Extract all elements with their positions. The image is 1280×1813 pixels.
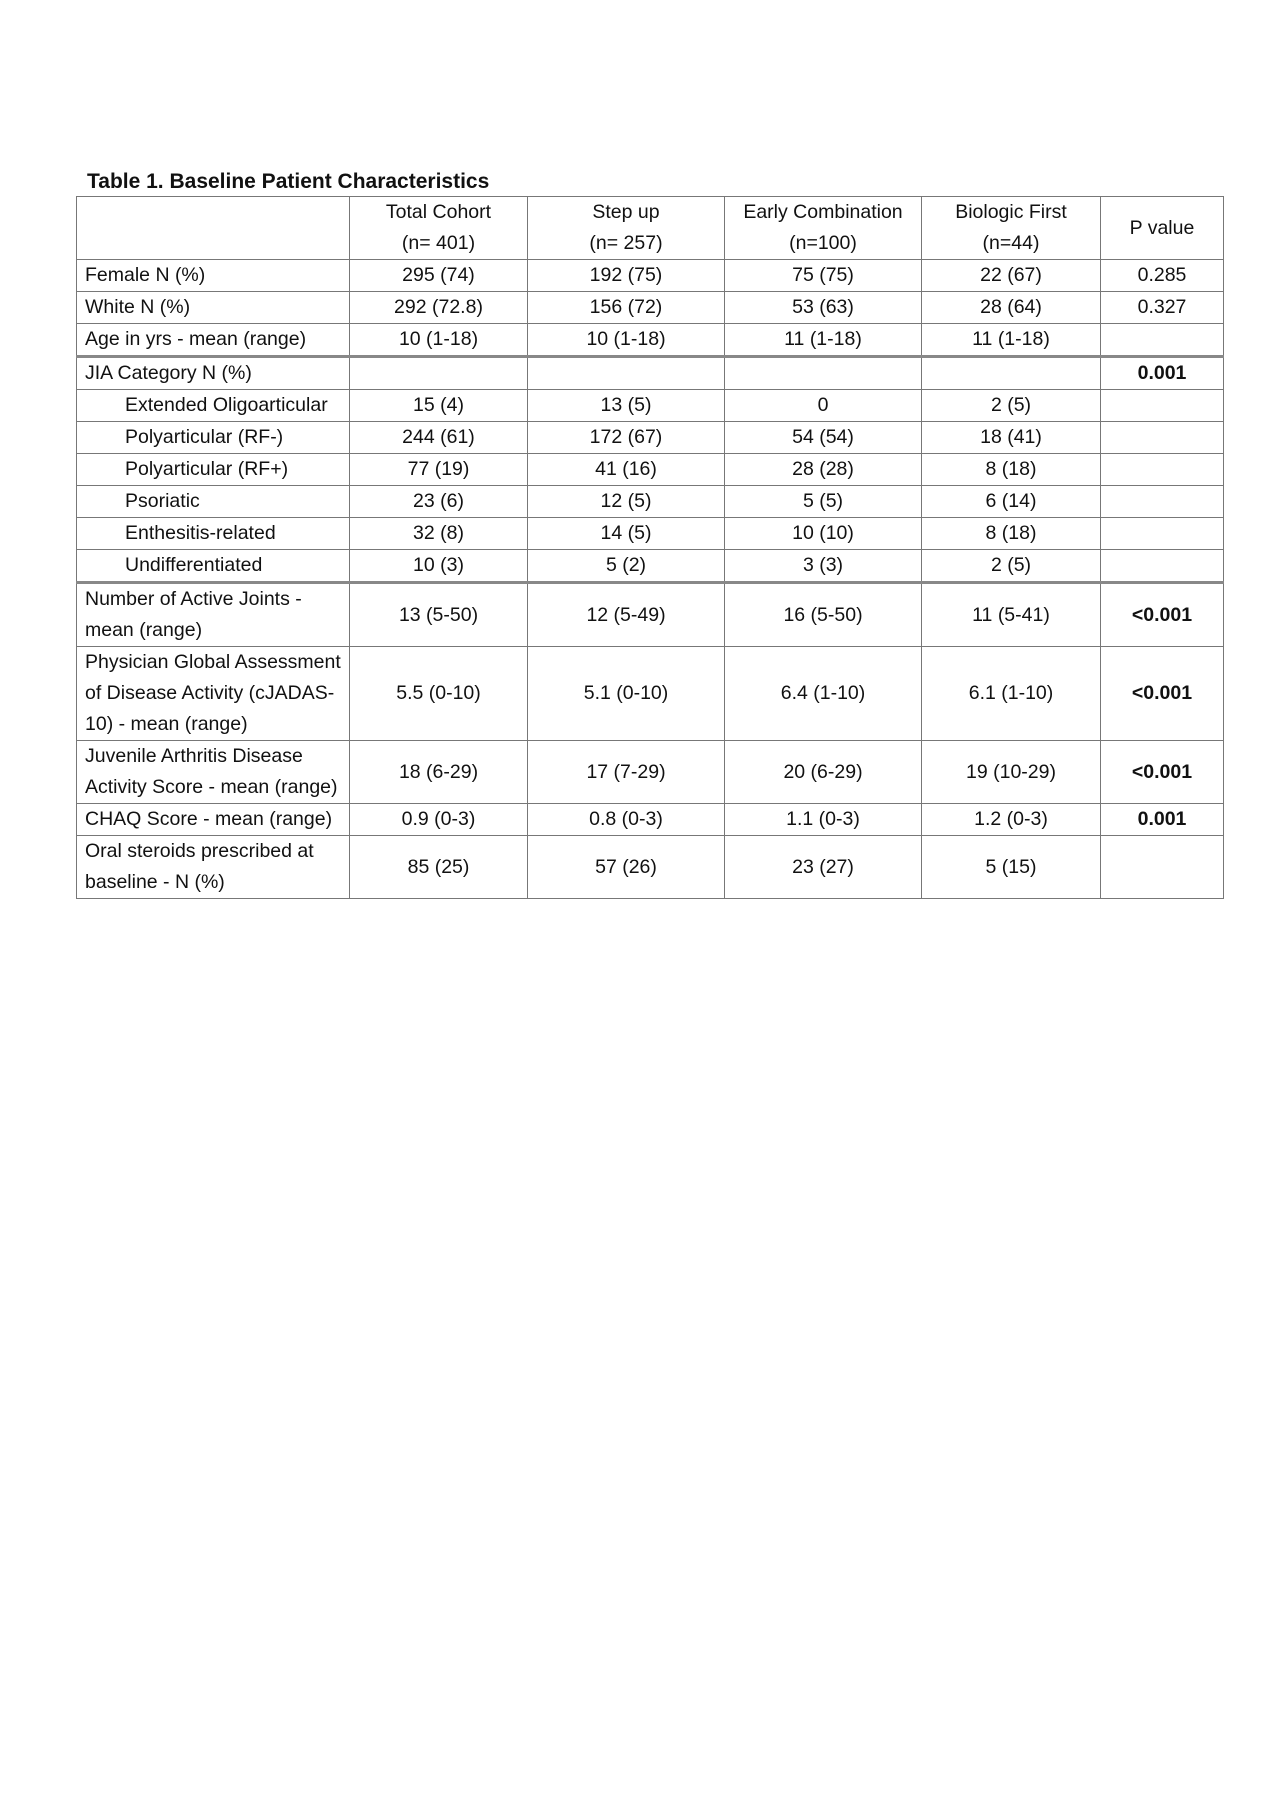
cell-early-combination: 0 (725, 390, 922, 422)
cell-early-combination: 23 (27) (725, 836, 922, 899)
cell-early-combination: 20 (6-29) (725, 741, 922, 804)
header-step-up (528, 197, 725, 260)
cell-p-value (1101, 518, 1224, 550)
cell-total: 5.5 (0-10) (350, 647, 528, 741)
header-step-up-name: Step up (592, 201, 660, 223)
cell-total: 13 (5-50) (350, 583, 528, 647)
header-total-cohort-name: Total Cohort (385, 201, 492, 223)
row-label: White N (%) (77, 292, 350, 324)
cell-step-up: 13 (5) (528, 390, 725, 422)
cell-total: 0.9 (0-3) (350, 804, 528, 836)
cell-total: 10 (1-18) (350, 324, 528, 357)
cell-p-value (1101, 550, 1224, 583)
cell-step-up: 41 (16) (528, 454, 725, 486)
header-p-value: P value (1101, 197, 1224, 260)
cell-biologic-first: 1.2 (0-3) (922, 804, 1101, 836)
cell-biologic-first: 19 (10-29) (922, 741, 1101, 804)
cell-total: 18 (6-29) (350, 741, 528, 804)
header-biologic-first (922, 197, 1101, 260)
cell-p-value: 0.001 (1101, 804, 1224, 836)
row-label: Enthesitis-related (77, 518, 350, 550)
row-polyarticular-rf-positive (77, 454, 1224, 486)
cell-early-combination: 5 (5) (725, 486, 922, 518)
cell-total: 32 (8) (350, 518, 528, 550)
cell-step-up: 172 (67) (528, 422, 725, 454)
cell-total: 77 (19) (350, 454, 528, 486)
cell-step-up: 12 (5) (528, 486, 725, 518)
cell-step-up: 17 (7-29) (528, 741, 725, 804)
cell-step-up: 12 (5-49) (528, 583, 725, 647)
row-label: Oral steroids prescribed at baseline - N (%) (77, 836, 350, 899)
row-label: Number of Active Joints - mean (range) (77, 583, 350, 647)
row-extended-oligoarticular (77, 390, 1224, 422)
header-total-cohort (350, 197, 528, 260)
header-step-up-n: (n= 257) (589, 232, 663, 254)
cell-total: 10 (3) (350, 550, 528, 583)
row-label: Polyarticular (RF+) (77, 454, 350, 486)
cell-p-value: <0.001 (1101, 583, 1224, 647)
header-early-combination-n: (n=100) (789, 232, 857, 254)
cell-early-combination: 54 (54) (725, 422, 922, 454)
cell-early-combination: 11 (1-18) (725, 324, 922, 357)
cell-biologic-first: 18 (41) (922, 422, 1101, 454)
row-age (77, 324, 1224, 357)
cell-biologic-first: 22 (67) (922, 260, 1101, 292)
cell-early-combination: 75 (75) (725, 260, 922, 292)
row-undifferentiated (77, 550, 1224, 583)
row-physician-global-assessment (77, 647, 1224, 741)
row-label: Undifferentiated (77, 550, 350, 583)
cell-p-value (1101, 390, 1224, 422)
cell-step-up: 10 (1-18) (528, 324, 725, 357)
row-chaq-score (77, 804, 1224, 836)
row-enthesitis-related (77, 518, 1224, 550)
cell-step-up: 156 (72) (528, 292, 725, 324)
cell-total: 244 (61) (350, 422, 528, 454)
row-oral-steroids (77, 836, 1224, 899)
cell-early-combination: 10 (10) (725, 518, 922, 550)
row-label: Polyarticular (RF-) (77, 422, 350, 454)
cell-p-value: <0.001 (1101, 647, 1224, 741)
cell-p-value (1101, 486, 1224, 518)
cell-p-value: <0.001 (1101, 741, 1224, 804)
row-polyarticular-rf-negative (77, 422, 1224, 454)
row-label: Physician Global Assessment of Disease Activity (cJADAS-10) - mean (range) (77, 647, 350, 741)
table-caption: Table 1. Baseline Patient Characteristics (87, 170, 490, 193)
header-total-cohort-n: (n= 401) (401, 232, 476, 254)
cell-biologic-first: 11 (1-18) (922, 324, 1101, 357)
header-early-combination (725, 197, 922, 260)
header-early-combination-name: Early Combination (743, 201, 903, 223)
row-female (77, 260, 1224, 292)
cell-biologic-first (922, 357, 1101, 390)
header-empty-cell (77, 197, 350, 260)
cell-biologic-first: 6 (14) (922, 486, 1101, 518)
cell-total: 292 (72.8) (350, 292, 528, 324)
table-header-row (77, 197, 1224, 260)
cell-biologic-first: 5 (15) (922, 836, 1101, 899)
row-label: Extended Oligoarticular (77, 390, 350, 422)
row-label: CHAQ Score - mean (range) (77, 804, 350, 836)
row-jadas (77, 741, 1224, 804)
header-biologic-first-n: (n=44) (982, 232, 1040, 254)
cell-biologic-first: 28 (64) (922, 292, 1101, 324)
header-biologic-first-name: Biologic First (955, 201, 1067, 223)
row-label: JIA Category N (%) (77, 357, 350, 390)
cell-early-combination: 3 (3) (725, 550, 922, 583)
cell-biologic-first: 2 (5) (922, 390, 1101, 422)
cell-step-up: 5 (2) (528, 550, 725, 583)
cell-p-value: 0.001 (1101, 357, 1224, 390)
cell-early-combination: 28 (28) (725, 454, 922, 486)
row-label: Juvenile Arthritis Disease Activity Score - mean (range) (77, 741, 350, 804)
row-label: Psoriatic (77, 486, 350, 518)
cell-biologic-first: 8 (18) (922, 454, 1101, 486)
cell-biologic-first: 8 (18) (922, 518, 1101, 550)
cell-early-combination: 1.1 (0-3) (725, 804, 922, 836)
cell-biologic-first: 2 (5) (922, 550, 1101, 583)
cell-step-up (528, 357, 725, 390)
cell-total: 15 (4) (350, 390, 528, 422)
cell-early-combination: 6.4 (1-10) (725, 647, 922, 741)
cell-biologic-first: 11 (5-41) (922, 583, 1101, 647)
cell-p-value: 0.285 (1101, 260, 1224, 292)
row-label: Female N (%) (77, 260, 350, 292)
cell-p-value (1101, 454, 1224, 486)
cell-total: 85 (25) (350, 836, 528, 899)
row-jia-category (77, 357, 1224, 390)
document-page (76, 168, 1223, 899)
baseline-characteristics-table (76, 196, 1224, 899)
cell-p-value (1101, 836, 1224, 899)
cell-total: 295 (74) (350, 260, 528, 292)
cell-step-up: 14 (5) (528, 518, 725, 550)
row-white (77, 292, 1224, 324)
cell-p-value (1101, 422, 1224, 454)
row-psoriatic (77, 486, 1224, 518)
cell-p-value (1101, 324, 1224, 357)
cell-p-value: 0.327 (1101, 292, 1224, 324)
cell-total: 23 (6) (350, 486, 528, 518)
cell-early-combination: 53 (63) (725, 292, 922, 324)
cell-early-combination: 16 (5-50) (725, 583, 922, 647)
cell-step-up: 0.8 (0-3) (528, 804, 725, 836)
cell-step-up: 57 (26) (528, 836, 725, 899)
cell-biologic-first: 6.1 (1-10) (922, 647, 1101, 741)
cell-step-up: 5.1 (0-10) (528, 647, 725, 741)
cell-total (350, 357, 528, 390)
row-label: Age in yrs - mean (range) (77, 324, 350, 357)
cell-step-up: 192 (75) (528, 260, 725, 292)
row-active-joints (77, 583, 1224, 647)
cell-early-combination (725, 357, 922, 390)
